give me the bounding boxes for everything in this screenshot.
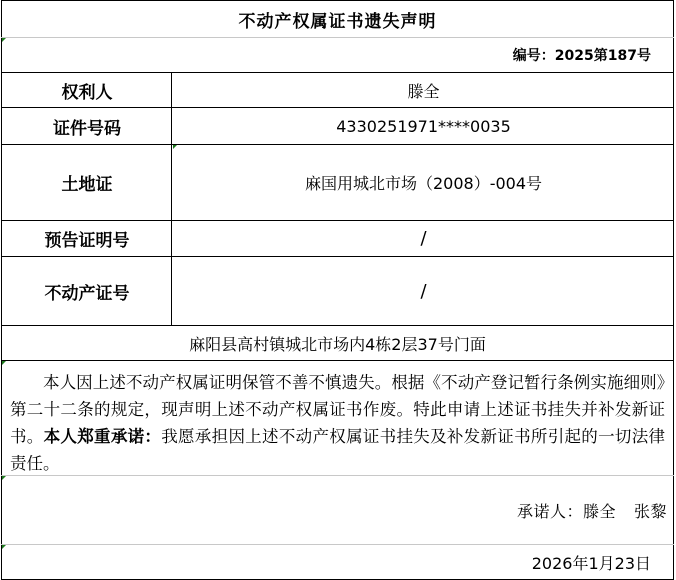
field-row-property-certificate [1, 257, 674, 325]
land-certificate-value: 麻国用城北市场（2008）-004号 [304, 174, 543, 193]
property-address: 麻阳县高村镇城北市场内4栋2层37号门面 [1, 326, 674, 360]
cell-marker [2, 361, 6, 365]
field-row-owner [1, 73, 674, 107]
owner-label: 权利人 [61, 82, 113, 103]
property-certificate-label: 不动产证号 [44, 283, 130, 304]
signers-label: 承诺人： [516, 501, 583, 521]
statement-text-part1: 本人因上述不动产权属证明保管不善不慎遗失。根据《不动产登记暂行条例实施细则》第二十二条的规定，现声明上述不动产权属证书作废。特此申请上述证书挂失并补发新证书。 [10, 373, 665, 446]
property-certificate-value: / [420, 280, 427, 302]
cell-marker [2, 38, 6, 42]
signer-name-2: 张黎 [633, 501, 667, 521]
field-row-notice-certificate [1, 221, 674, 256]
field-row-land-certificate [1, 145, 674, 220]
signers-line [1, 476, 674, 544]
notice-certificate-value: / [420, 228, 427, 249]
land-certificate-label: 土地证 [61, 175, 113, 195]
declaration-date: 2026年1月23日 [1, 545, 674, 579]
statement-text-part2: 我愿承担因上述不动产权属证书挂失及补发新证书所引起的一切法律责任。 [10, 427, 666, 473]
declaration-statement [1, 361, 674, 475]
id-number-label: 证件号码 [53, 118, 121, 139]
signer-name-1: 滕全 [582, 501, 616, 521]
column-divider [171, 72, 172, 325]
owner-value: 滕全 [407, 81, 440, 101]
cell-marker [2, 545, 6, 549]
field-row-id-number [1, 108, 674, 144]
document-number: 编号：2025第187号 [1, 38, 674, 72]
statement-commitment-heading: 本人郑重承诺： [43, 427, 162, 446]
notice-certificate-label: 预告证明号 [44, 231, 130, 251]
document-title: 不动产权属证书遗失声明 [1, 1, 674, 37]
id-number-value: 4330251971****0035 [336, 116, 511, 136]
cell-marker [2, 476, 6, 480]
cell-marker [173, 145, 177, 149]
